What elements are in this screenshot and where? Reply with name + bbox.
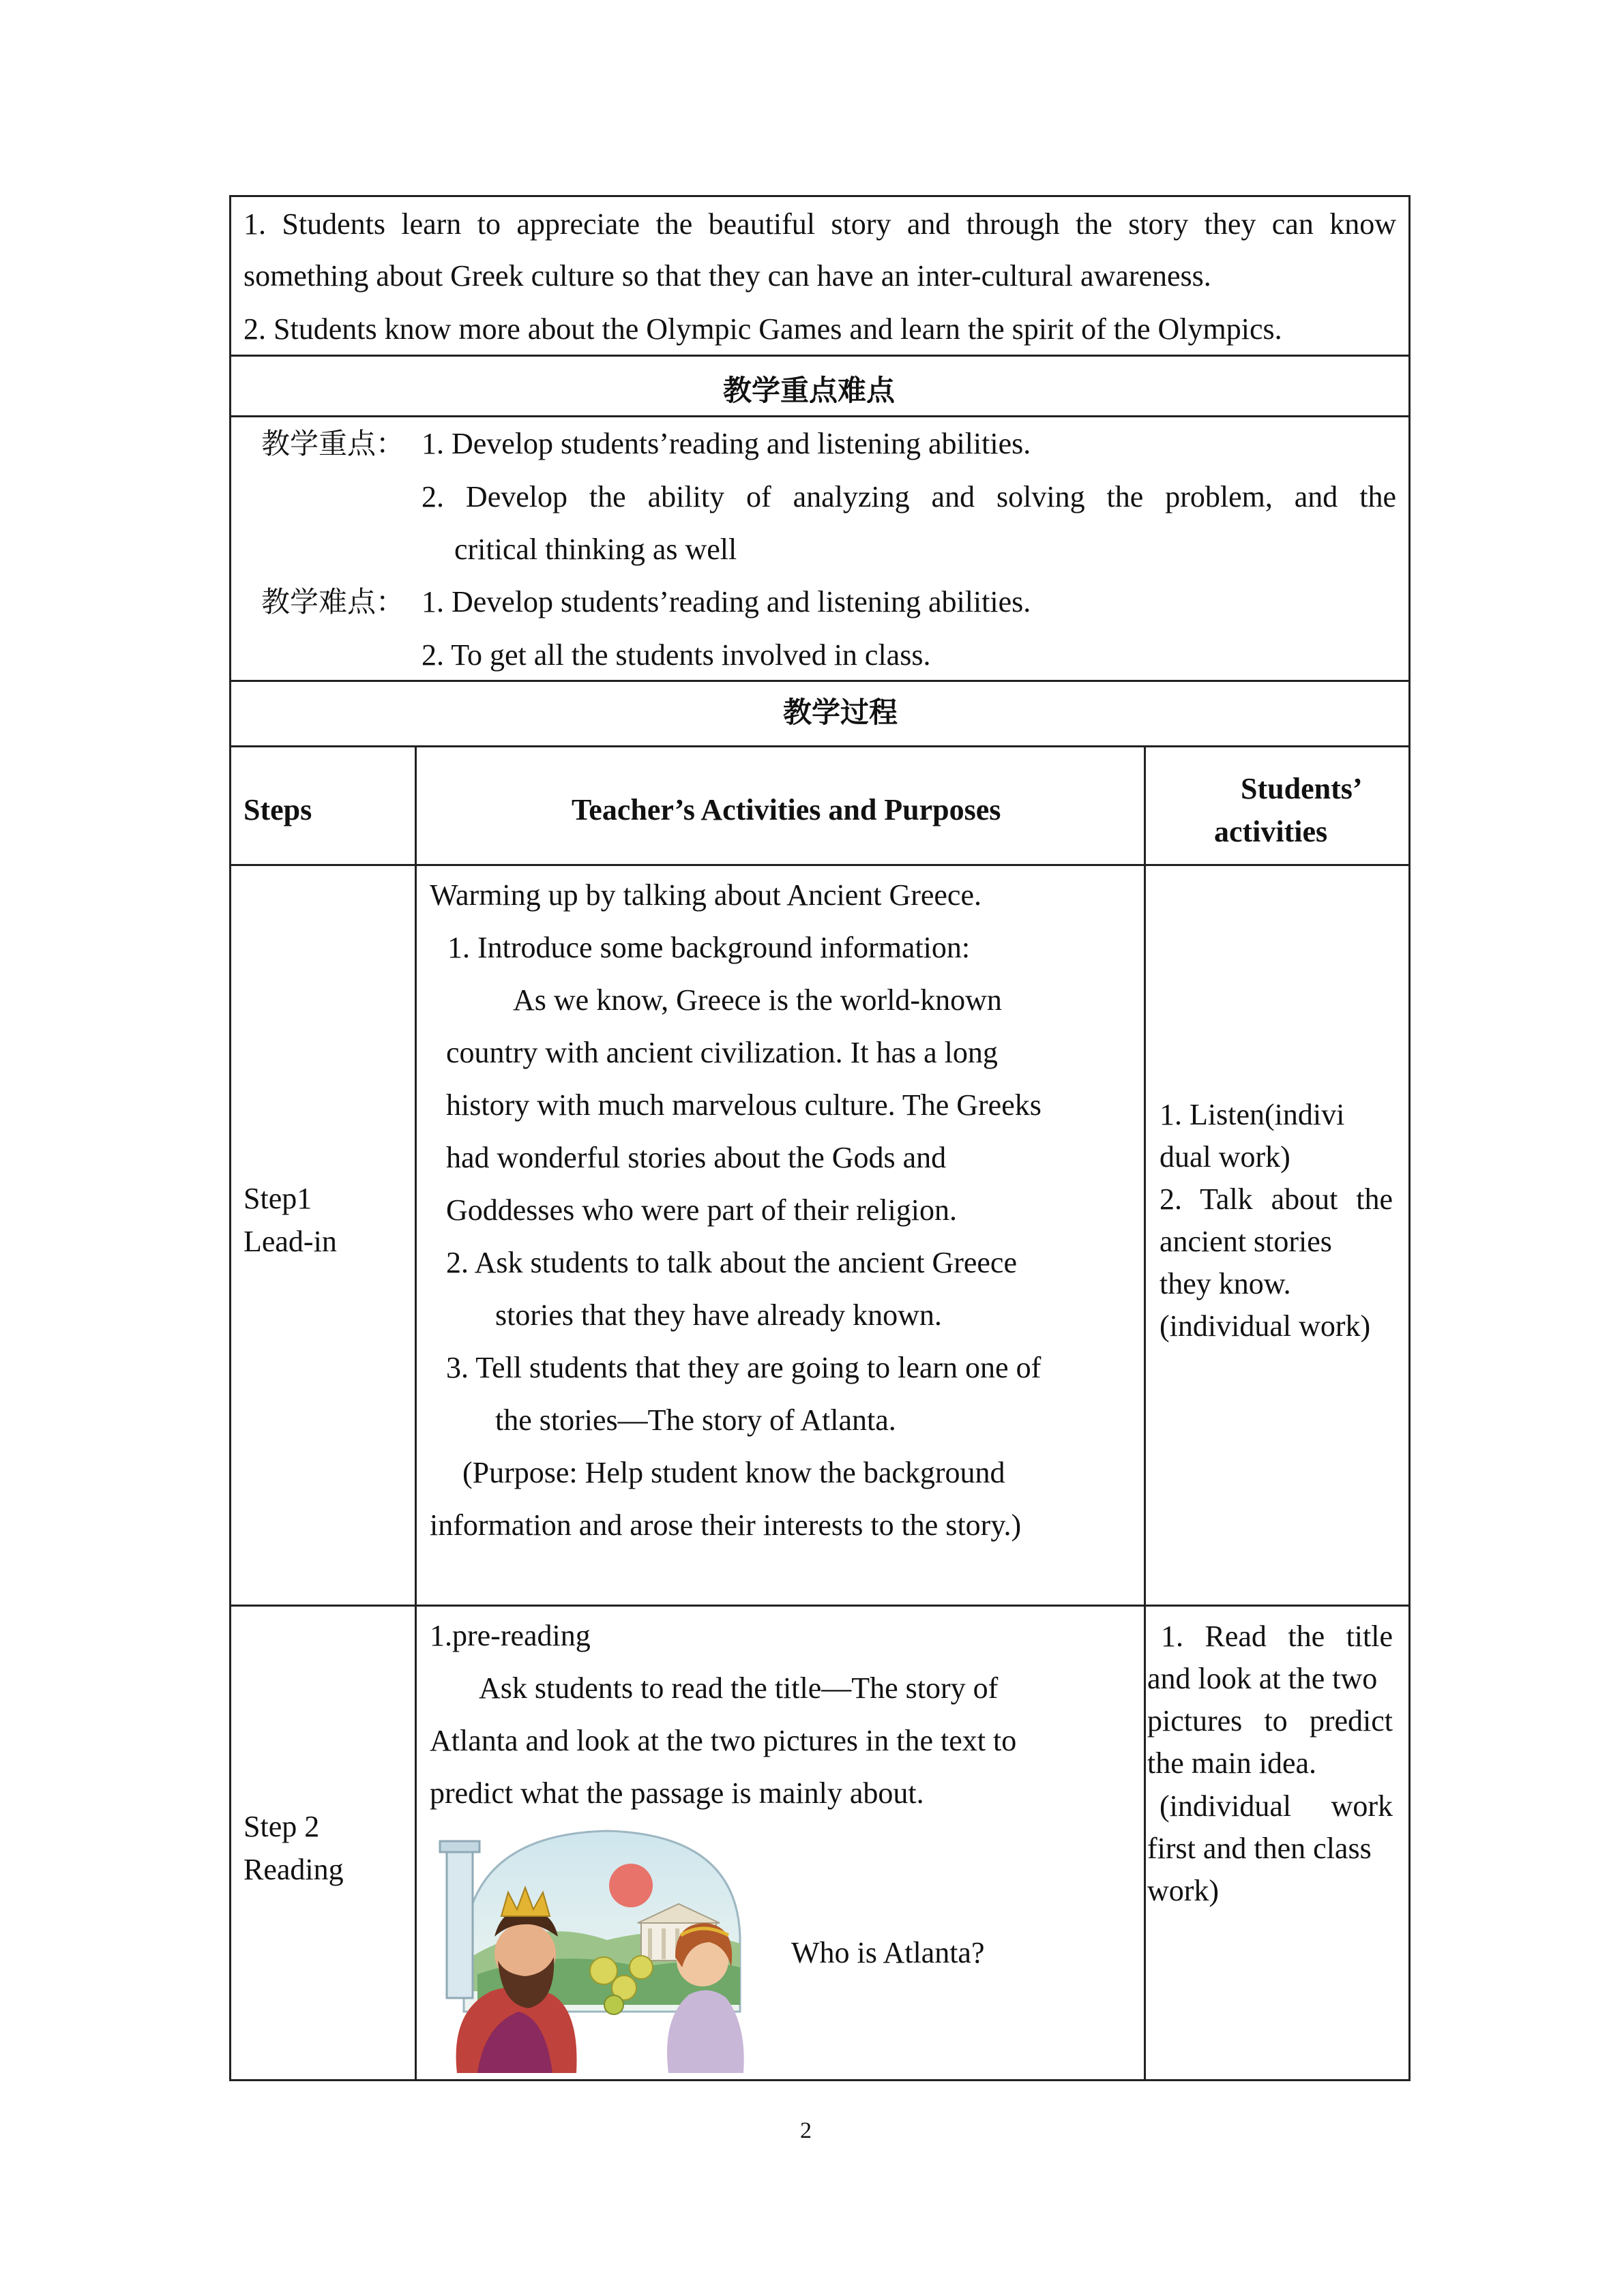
column-divider-1 <box>415 745 417 2081</box>
step1-teacher-line: Warming up by talking about Ancient Greece. <box>430 878 981 912</box>
focus-item-1: 1. Develop students’reading and listening abilities. <box>422 427 1031 460</box>
step1-teacher-line: Goddesses who were part of their religion. <box>446 1193 958 1227</box>
step2-student-line: first and then class <box>1147 1832 1372 1865</box>
illustration-greek-scene-art <box>437 1821 778 2073</box>
illustration-caption: Who is Atlanta? <box>791 1936 985 1969</box>
step2-teacher-line: Ask students to read the title—The story of <box>479 1671 999 1705</box>
objectives-line-3: 2. Students know more about the Olympic Games and learn the spirit of the Olympics. <box>243 312 1282 346</box>
step1-student-line: dual work) <box>1160 1140 1290 1174</box>
table-top-border <box>229 195 1411 197</box>
focus-item-2-line-2: critical thinking as well <box>454 533 737 566</box>
table-bottom-border <box>229 2079 1411 2081</box>
step1-teacher-line: the stories—The story of Atlanta. <box>495 1403 896 1437</box>
step1-student-line: ancient stories <box>1160 1225 1332 1258</box>
step1-teacher-line: stories that they have already known. <box>495 1298 942 1332</box>
step2-label-line-1: Step 2 <box>243 1810 320 1843</box>
divider-process-heading <box>229 745 1411 747</box>
column-header-steps: Steps <box>243 793 312 826</box>
step2-label-line-2: Reading <box>243 1853 344 1886</box>
objectives-line-2: something about Greek culture so that they can have an inter-cultural awareness. <box>243 259 1211 293</box>
step2-student-line: 1. Read the title <box>1161 1620 1393 1653</box>
divider-step1 <box>229 1605 1411 1607</box>
page-number: 2 <box>800 2118 812 2143</box>
step1-teacher-line: 1. Introduce some background information: <box>447 931 971 964</box>
column-header-teacher: Teacher’s Activities and Purposes <box>572 793 1001 826</box>
step1-teacher-line: had wonderful stories about the Gods and <box>446 1141 947 1174</box>
step2-teacher-line: Atlanta and look at the two pictures in the text to <box>430 1724 1017 1757</box>
step1-teacher-line: (Purpose: Help student know the background <box>462 1456 1005 1489</box>
step1-label-line-1: Step1 <box>243 1182 312 1215</box>
step1-teacher-line: 3. Tell students that they are going to learn one of <box>446 1351 1042 1384</box>
step2-student-line: (individual work <box>1160 1789 1393 1823</box>
step2-teacher-line: 1.pre-reading <box>430 1619 591 1652</box>
difficulty-item-2: 2. To get all the students involved in class. <box>422 638 931 672</box>
step1-teacher-line: 2. Ask students to talk about the ancient Greece <box>446 1246 1017 1279</box>
divider-header-row <box>229 864 1411 866</box>
step2-student-line: pictures to predict <box>1147 1704 1393 1738</box>
focus-item-2-line-1: 2. Develop the ability of analyzing and solving the problem, and the <box>422 480 1396 513</box>
illustration-greek-scene <box>437 1821 778 2073</box>
step2-student-line: and look at the two <box>1147 1662 1378 1695</box>
column-header-students-line-2: activities <box>1214 815 1328 848</box>
step1-student-line: 2. Talk about the <box>1160 1182 1393 1216</box>
keypoints-heading: 教学重点难点 <box>723 374 896 407</box>
step1-student-line: they know. <box>1160 1267 1291 1300</box>
step2-teacher-line: predict what the passage is mainly about. <box>430 1776 924 1810</box>
table-right-border <box>1408 195 1411 2081</box>
step1-teacher-line: country with ancient civilization. It has a long <box>446 1036 998 1069</box>
objectives-line-1: 1. Students learn to appreciate the beautiful story and through the story they can know <box>243 207 1396 241</box>
step1-teacher-line: information and arose their interests to the story.) <box>430 1508 1022 1542</box>
step1-student-line: 1. Listen(indivi <box>1160 1098 1345 1131</box>
difficulty-item-1: 1. Develop students’reading and listening abilities. <box>422 585 1031 618</box>
step1-label-line-2: Lead-in <box>243 1225 337 1258</box>
process-heading: 教学过程 <box>783 696 898 729</box>
focus-label: 教学重点： <box>261 427 405 460</box>
column-divider-2 <box>1144 745 1146 2081</box>
difficulty-label: 教学难点： <box>261 585 405 618</box>
step1-student-line: (individual work) <box>1160 1309 1371 1343</box>
step1-teacher-line: history with much marvelous culture. The Greeks <box>446 1088 1042 1122</box>
step1-teacher-line: As we know, Greece is the world-known <box>513 983 1002 1017</box>
step2-student-line: work) <box>1147 1874 1220 1907</box>
step2-student-line: the main idea. <box>1147 1746 1317 1780</box>
column-header-students-line-1: Students’ <box>1241 772 1363 805</box>
table-left-border <box>229 195 231 2081</box>
